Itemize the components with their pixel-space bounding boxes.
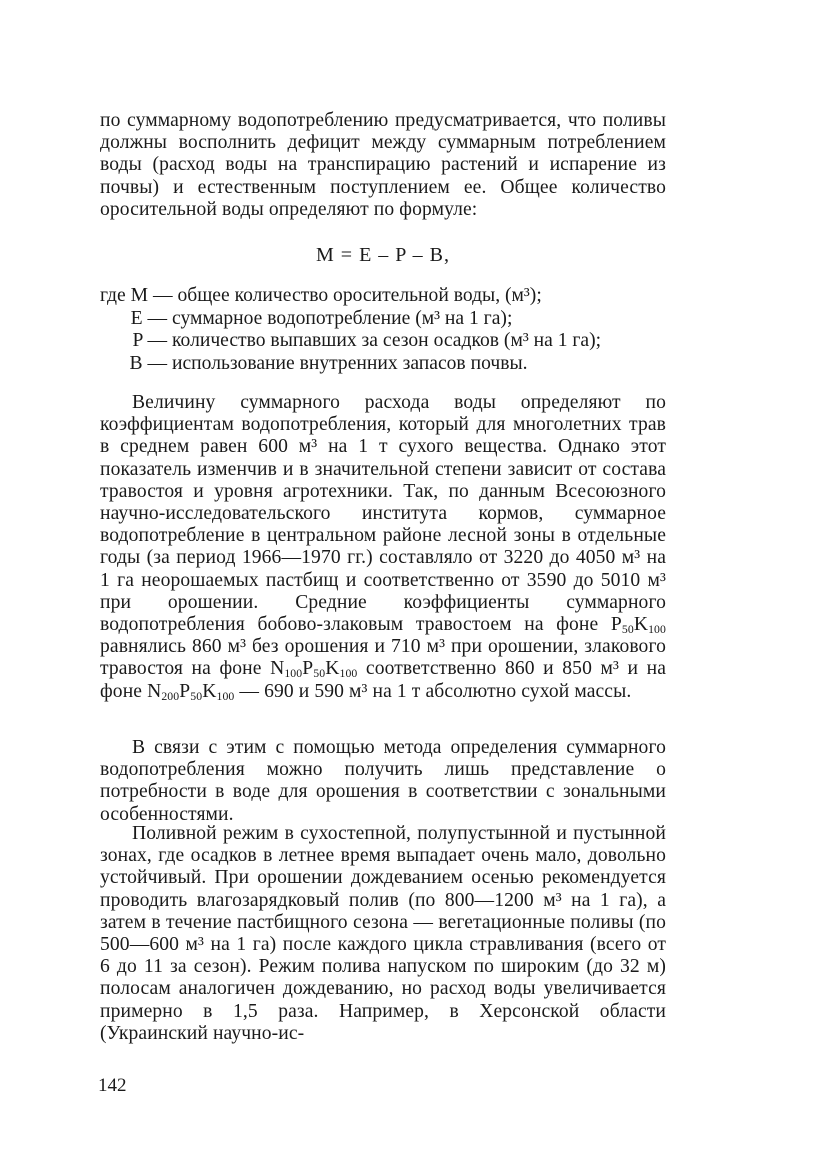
subscript: 100: [339, 667, 358, 681]
subscript: 100: [216, 689, 235, 703]
definition-m: [100, 285, 666, 308]
text-run: P: [302, 658, 314, 680]
definition-symbol: E —: [130, 307, 172, 329]
text-run: равнялись 860 м³ без орошения и 710 м³ при орошении, злакового травостоя на фоне N: [100, 636, 666, 680]
definition-b: [100, 353, 666, 376]
method-paragraph: [100, 737, 666, 826]
irrigation-formula: M = E – P – B,: [316, 244, 450, 266]
subscript: 50: [190, 689, 203, 703]
definition-text: общее количество оросительной воды, (м³);: [177, 285, 542, 306]
subscript: 50: [313, 667, 326, 681]
text-run: Величину суммарного расхода воды определяют по коэффициентам водопотребления, который для многолетних трав в среднем равен 600 м³ на 1 т сухого вещества. Однако этот показатель изменчив и в значительной степени зависит от состава травостоя и уровня агротехники. Так, по данным Всесоюзного научно-исследовательского института кормов, суммарное водопотребление в центральном районе лесной зоны в отдельные годы (за период 1966—1970 гг.) составляло от 3220 до 4050 м³ на 1 га неорошаемых пастбищ и соответственно от 3590 до 5010 м³ при орошении. Средние коэффициенты суммарного водопотребления бобово-злаковым травостоем на фоне P: [100, 392, 666, 636]
text-run: соответственно 860 и 850 м³ и на фоне N: [100, 658, 666, 702]
definition-text: использование внутренних запасов почвы.: [172, 352, 528, 374]
paragraph-text: Поливной режим в сухостепной, полупустынной и пустынной зонах, где осадков в летнее время выпадает очень мало, довольно устойчивый. При орошении дождеванием осенью рекомендуется проводить влагозарядковый полив (по 800—1200 м³ на 1 га), а затем в течение пастбищного сезона — вегетационные поливы (по 500—600 м³ на 1 га) после каждого цикла стравливания (всего от 6 до 11 за сезон). Режим полива напуском по широким (до 32 м) полосам аналогичен дождеванию, но расход воды увеличивается примерно в 1,5 раза. Например, в Херсонской области (Украинский научно-ис-: [100, 823, 666, 1044]
subscript: 100: [648, 622, 666, 636]
formula-definitions: [100, 285, 666, 375]
text-run: — 690 и 590 м³ на 1 т абсолютно сухой массы.: [234, 680, 632, 702]
definition-e: [100, 308, 666, 331]
intro-text: по суммарному водопотреблению предусматривается, что поливы должны восполнить дефицит между суммарным потреблением воды (расход воды на транспирацию растений и испарение из почвы) и естественным поступлением ее. Общее количество оросительной воды определяют по формуле:: [100, 110, 666, 220]
text-run: P: [179, 680, 191, 702]
definition-symbol: P —: [132, 330, 172, 351]
intro-paragraph: [100, 110, 666, 221]
definition-text: количество выпавших за сезон осадков (м³ на 1 га);: [172, 330, 602, 351]
paragraph-text: В связи с этим с помощью метода определения суммарного водопотребления можно получить лишь представление о потребности в воде для орошения в соответствии с зональными особенностями.: [100, 737, 666, 825]
irrigation-regime-paragraph: [100, 823, 666, 1045]
page-number: 142: [98, 1075, 127, 1096]
text-run: K: [202, 680, 217, 702]
definition-symbol: B —: [129, 352, 172, 374]
definition-text: суммарное водопотребление (м³ на 1 га);: [172, 307, 513, 329]
definition-p: [100, 330, 666, 353]
water-consumption-paragraph: [100, 392, 666, 703]
text-run: K: [325, 658, 340, 680]
paragraph-text: [100, 392, 666, 703]
definition-symbol: где M —: [100, 285, 178, 306]
subscript: 200: [161, 689, 180, 703]
subscript: 50: [621, 622, 634, 636]
text-run: K: [633, 614, 649, 636]
subscript: 100: [284, 667, 303, 681]
